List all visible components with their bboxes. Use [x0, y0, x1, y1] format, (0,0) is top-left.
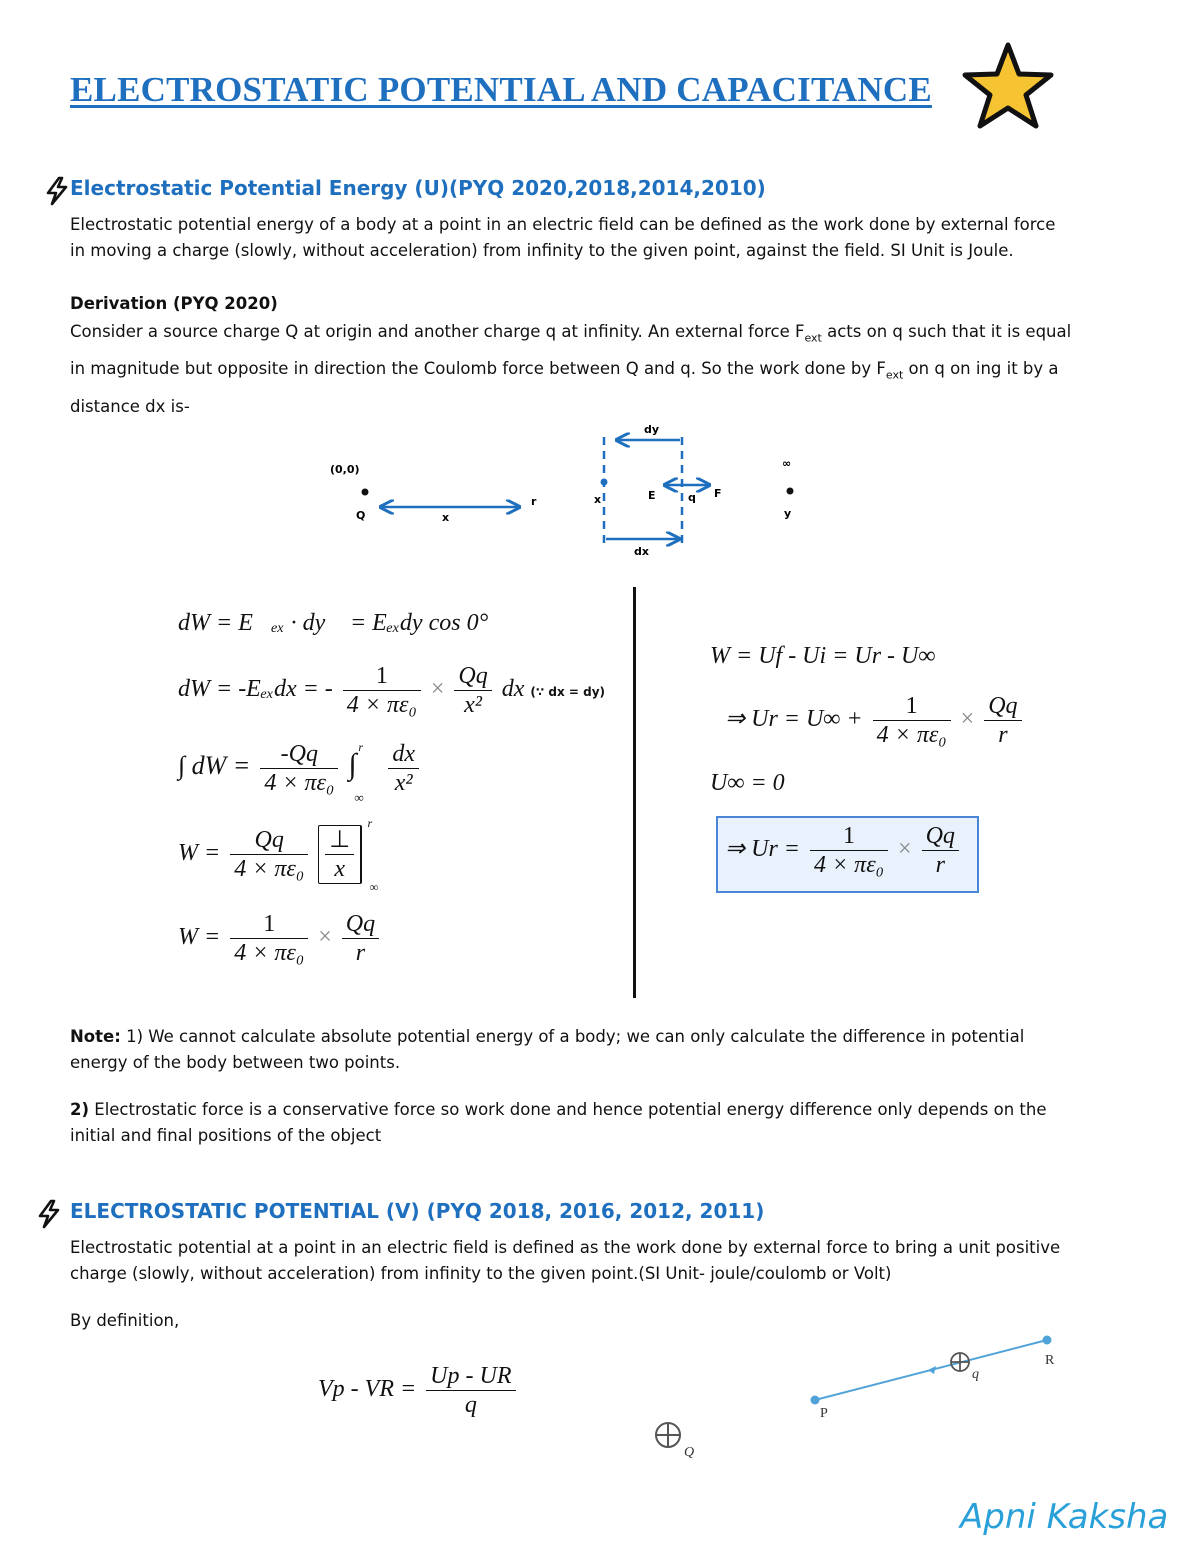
q-label: q: [972, 1367, 979, 1382]
definition-potential-energy: [70, 212, 1055, 264]
point-P: [811, 1396, 820, 1405]
R-label: R: [1045, 1353, 1055, 1368]
lightning-bolt-icon: [44, 176, 70, 206]
svg-text:Apni Kaksha: Apni Kaksha: [960, 1497, 1169, 1537]
source-charge-label: Q: [356, 509, 366, 522]
dy-label: dy: [644, 423, 660, 436]
infinity-label: ∞: [782, 457, 792, 470]
test-charge-symbol: [951, 1353, 969, 1371]
column-divider: [633, 587, 636, 998]
definition-line: in moving a charge (slowly, without acceleration) from infinity to the given point, against the field. SI Unit is Joule.: [70, 241, 1014, 260]
section-heading-potential: ELECTROSTATIC POTENTIAL (V) (PYQ 2018, 2016, 2012, 2011): [70, 1199, 765, 1223]
definition-line: Electrostatic potential energy of a body at a point in an electric field can be defined as the work done by external force: [70, 215, 1056, 234]
equation-line-4: W = $\frac{Qq}{\text{4 × πε₀}}$ $\frac{\perp}{x}$ r ∞: [178, 816, 379, 894]
derivation-line: Consider a source charge Q at origin and another charge q at infinity. An external force $F_{ext}$ acts on q such that it is equal: [70, 322, 1072, 345]
source-charge-symbol: [656, 1423, 680, 1447]
charge-position-dot: [601, 479, 608, 486]
F-label: F: [714, 487, 722, 500]
lightning-bolt-icon: [36, 1199, 62, 1229]
definition-line: charge (slowly, without acceleration) from infinity to the given point.(SI Unit- joule/coulomb or Volt): [70, 1264, 892, 1283]
Q-label: Q: [684, 1445, 695, 1460]
equation-right-3: U∞ = 0: [710, 770, 785, 796]
equation-right-result: ⇒ Ur = $\frac{1}{\text{4 × πε₀}}$ × $\frac{Qq}{r}$: [725, 822, 963, 879]
definition-potential: [70, 1235, 1060, 1287]
source-charge-dot: [362, 489, 369, 496]
q-diagram-label: q: [688, 491, 696, 504]
note-1: Note: 1) We cannot calculate absolute potential energy of a body; we can only calculate the difference in potential energy of the body between two points.: [70, 1027, 1025, 1072]
derivation-heading: Derivation (PYQ 2020): [70, 294, 278, 313]
equation-right-1: W = Uf - Ui = Ur - U∞: [710, 643, 936, 669]
derivation-line: in magnitude but opposite in direction the Coulomb force between Q and q. So the work done by $F_{ext}$ on q on ing it by a: [70, 359, 1059, 382]
definition-line: Electrostatic potential at a point in an electric field is defined as the work done by external force to bring a unit positive: [70, 1238, 1061, 1257]
equation-right-2: ⇒ Ur = U∞ + $\frac{1}{\text{4 × πε₀}}$ × $\frac{Qq}{r}$: [725, 692, 1026, 749]
dx-label: dx: [634, 545, 649, 558]
E-label: E: [648, 489, 656, 502]
charge-diagram: [320, 415, 820, 565]
direction-arrow: [928, 1366, 936, 1374]
r-label: r: [531, 495, 537, 508]
apni-kaksha-logo: [950, 1480, 1170, 1550]
potential-equation: Vp - VR = $\frac{Up - UR}{q}$: [318, 1362, 520, 1419]
equation-line-1: dW = E⃗ₑₓ · dy⃗ = Eₑₓdy cos 0°: [178, 610, 489, 636]
origin-label: (0,0): [330, 463, 360, 476]
derivation-text: [70, 316, 1071, 422]
distance-label: x: [442, 511, 450, 524]
by-definition: By definition,: [70, 1311, 180, 1330]
page-title: ELECTROSTATIC POTENTIAL AND CAPACITANCE: [70, 70, 932, 109]
derivation-line: distance dx is-: [70, 396, 190, 416]
x-position-label: x: [594, 493, 602, 506]
test-charge-dot: [787, 488, 794, 495]
star-icon: [958, 40, 1058, 132]
section-heading-potential-energy: Electrostatic Potential Energy (U)(PYQ 2020,2018,2014,2010): [70, 176, 766, 200]
point-R: [1043, 1336, 1052, 1345]
equation-line-3: ∫ dW = $\frac{-Qq}{\text{4 × πε₀}}$ ∫ r ∞ $\frac{dx}{\text{x²}}$: [178, 740, 423, 797]
equation-line-5: W = $\frac{1}{\text{4 × πε₀}}$ × $\frac{Qq}{r}$: [178, 910, 383, 967]
potential-diagram: [640, 1320, 1080, 1480]
equation-line-2: dW = -Eₑₓdx = - $\frac{1}{\text{4 × πε₀}}$ × $\frac{Qq}{\text{x²}}$ dx (∵ dx = dy): [178, 663, 606, 718]
note-2: 2) Electrostatic force is a conservative force so work done and hence potential energy difference only depends on the initial and final positions of the object: [70, 1100, 1047, 1145]
y-label: y: [784, 507, 792, 520]
P-label: P: [820, 1406, 828, 1421]
